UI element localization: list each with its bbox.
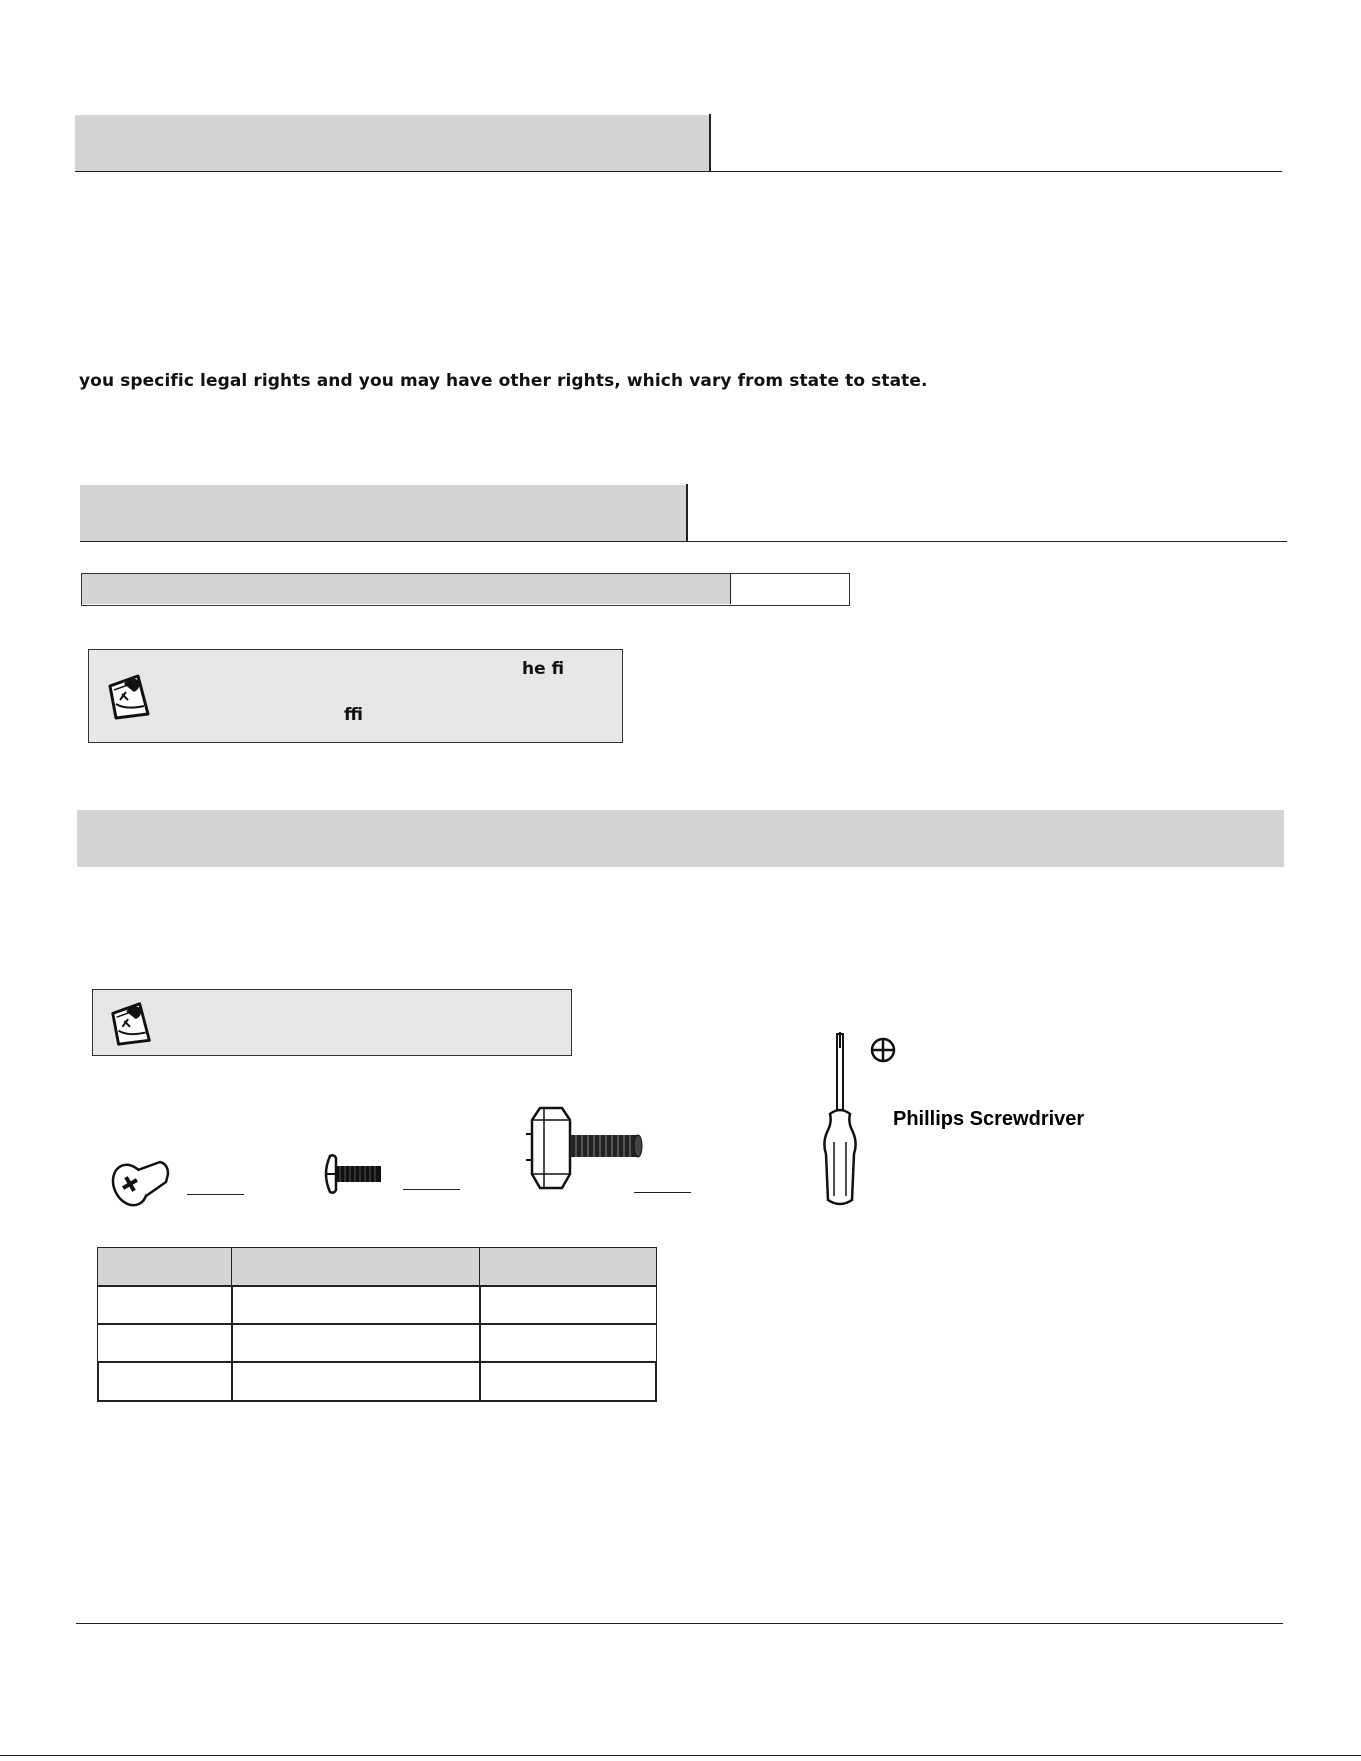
- part-b-qty-line: [403, 1189, 460, 1190]
- warranty-header-divider: [709, 114, 711, 171]
- warranty-header-bar: [75, 115, 710, 171]
- table-header-row: [97, 1247, 657, 1287]
- table-cell: [97, 1323, 233, 1363]
- info-bar: [81, 573, 850, 606]
- tool-label: Phillips Screwdriver: [893, 1108, 1085, 1130]
- table-row: [97, 1361, 657, 1402]
- contact-header-rule: [80, 541, 1287, 542]
- contact-note-box: [88, 649, 623, 743]
- phillips-head-icon: [870, 1037, 896, 1063]
- footer-rule: [76, 1623, 1283, 1624]
- table-cell: [479, 1285, 657, 1325]
- note-pin-icon-2: [107, 998, 157, 1048]
- hardware-note-box: [92, 989, 572, 1056]
- flat-head-screw-icon: [108, 1152, 174, 1210]
- table-cell: [97, 1361, 233, 1402]
- table-cell: [231, 1323, 481, 1363]
- table-cell: [231, 1285, 481, 1325]
- hardware-header-bar: [77, 810, 1284, 867]
- table-row: [97, 1323, 657, 1363]
- screwdriver-icon: [818, 1030, 862, 1208]
- note-pin-icon: [104, 670, 156, 722]
- part-c-qty-line: [634, 1192, 691, 1193]
- warranty-legal-text: you specific legal rights and you may have other rights, which vary from state to state.: [79, 371, 928, 391]
- machine-bolt-icon: [320, 1152, 384, 1196]
- table-cell: [97, 1285, 233, 1325]
- table-cell: [479, 1361, 657, 1402]
- note-fragment-2: ffi: [344, 705, 363, 725]
- table-header-cell: [97, 1247, 233, 1287]
- info-bar-fill: [82, 574, 730, 604]
- table-header-cell: [231, 1247, 481, 1287]
- part-a-qty-line: [187, 1194, 244, 1195]
- table-header-cell: [479, 1247, 657, 1287]
- contact-header-divider: [686, 484, 688, 541]
- table-cell: [479, 1323, 657, 1363]
- info-bar-divider: [730, 574, 731, 604]
- bottom-edge-rule: [0, 1755, 1361, 1756]
- contact-header-bar: [80, 485, 686, 541]
- table-cell: [231, 1361, 481, 1402]
- note-fragment-1: he fi: [522, 659, 565, 679]
- warranty-header-rule: [75, 171, 1282, 172]
- table-row: [97, 1285, 657, 1325]
- leveling-foot-icon: [524, 1104, 646, 1192]
